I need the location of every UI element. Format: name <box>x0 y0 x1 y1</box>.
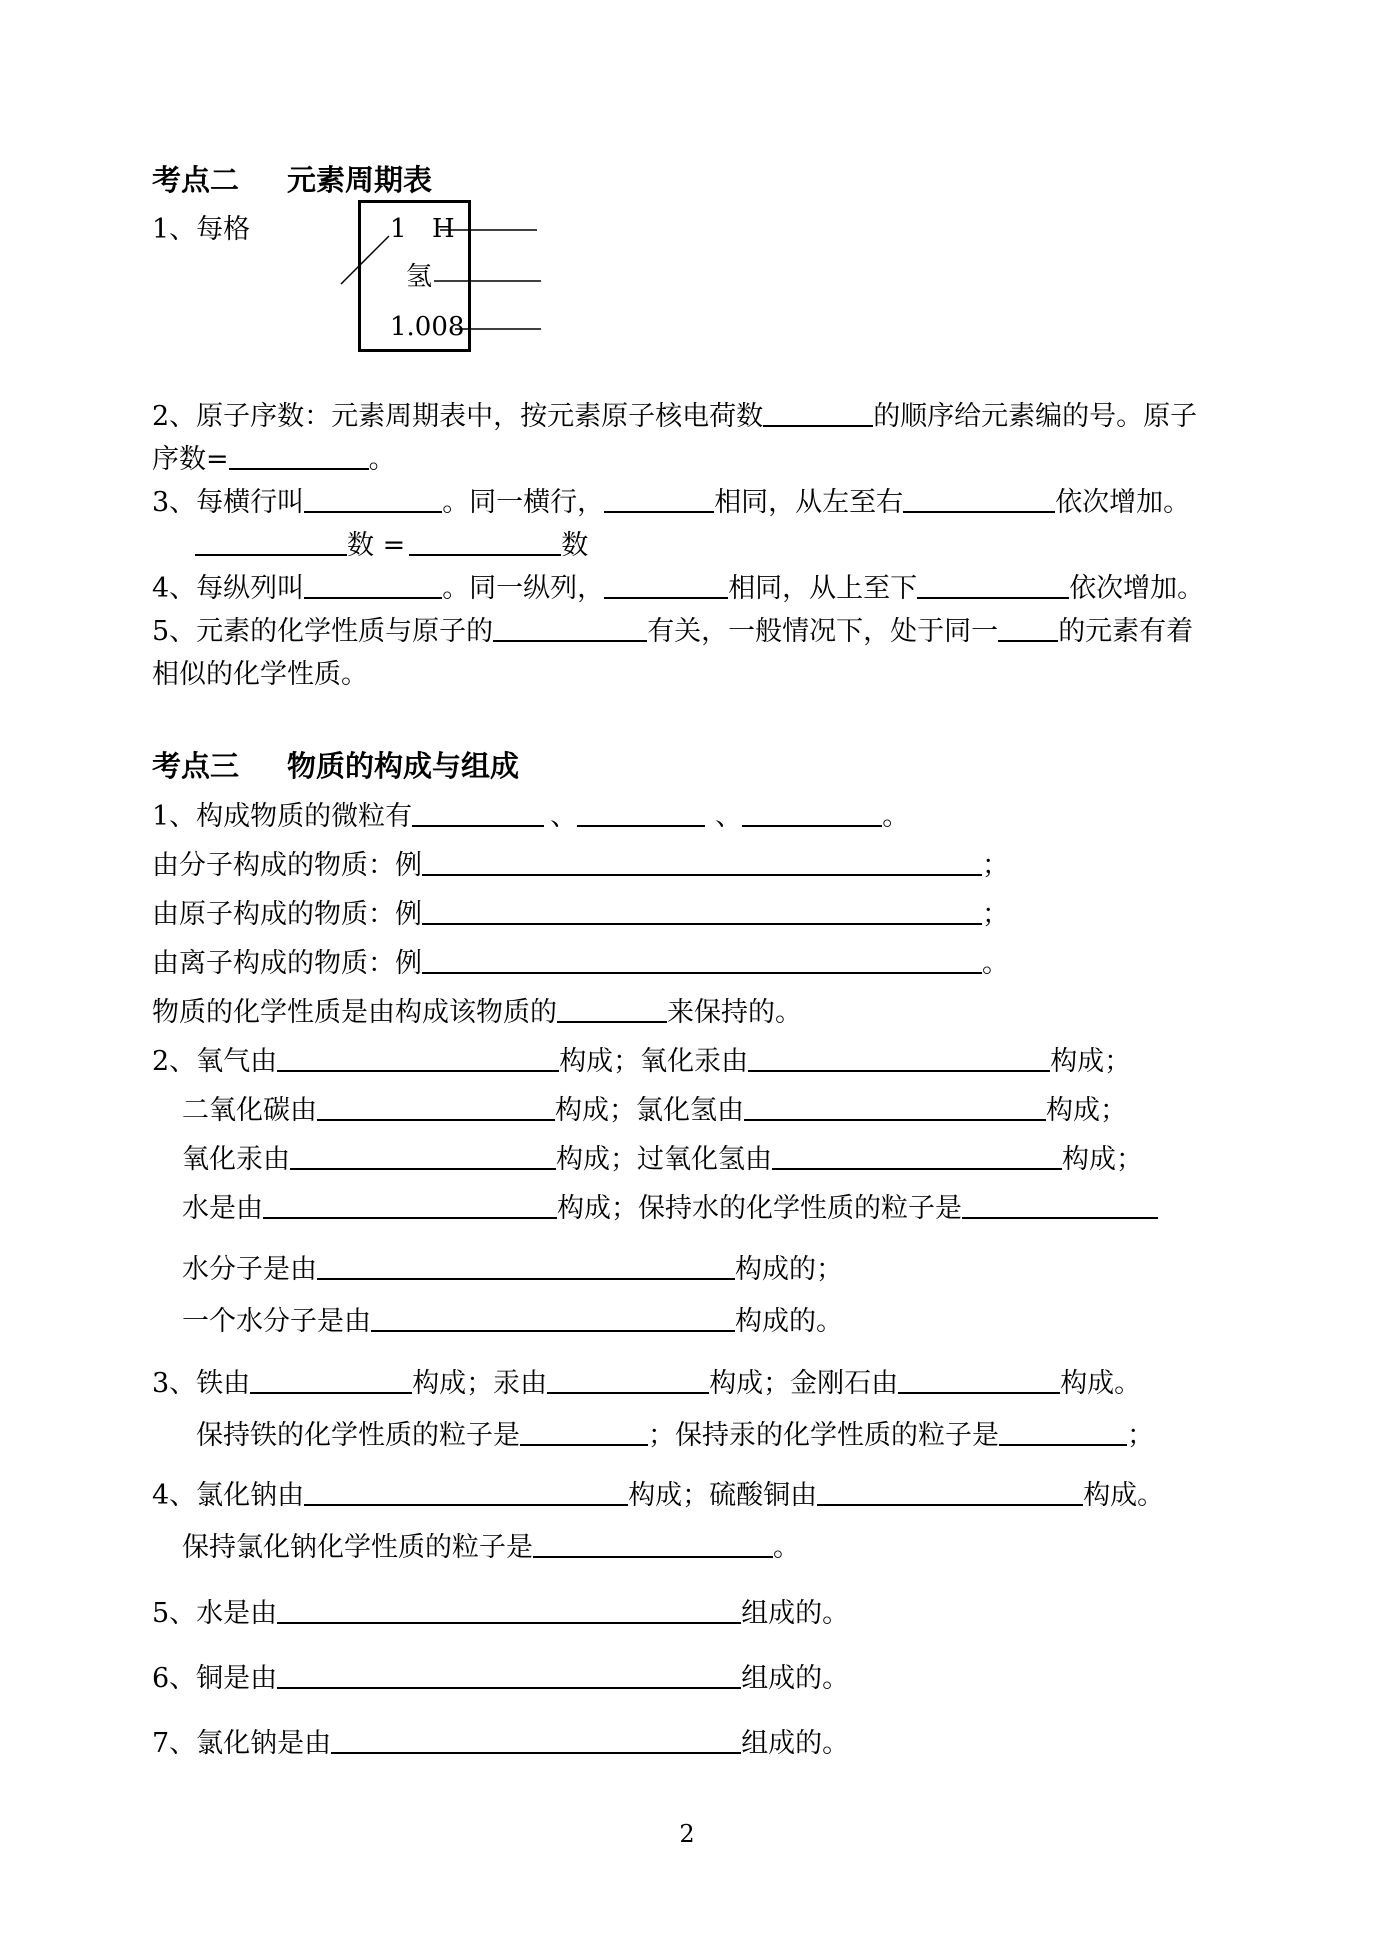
chemical-property-line: 物质的化学性质是由构成该物质的 来保持的。 <box>152 993 802 1033</box>
question-3-2-f: 一个水分子是由 构成的。 <box>182 1302 843 1342</box>
answer-blank[interactable] <box>412 797 544 827</box>
answer-blank[interactable] <box>229 440 369 470</box>
answer-blank[interactable] <box>422 944 982 974</box>
answer-blank[interactable] <box>304 1476 628 1506</box>
question-3-3-b: 保持铁的化学性质的粒子是 ；保持汞的化学性质的粒子是 ； <box>196 1416 1154 1456</box>
answer-blank[interactable] <box>962 1189 1158 1219</box>
question-3-4: 4、氯化钠由 构成；硫酸铜由 构成。 <box>152 1476 1164 1516</box>
question-3-2-d: 水是由 构成；保持水的化学性质的粒子是 <box>182 1189 1158 1229</box>
question-3-3: 3、铁由 构成；汞由 构成；金刚石由 构成。 <box>152 1364 1141 1404</box>
question-label: 1、每格 <box>152 214 251 245</box>
answer-blank[interactable] <box>317 1250 735 1280</box>
answer-blank[interactable] <box>998 612 1058 642</box>
answer-blank[interactable] <box>817 1476 1083 1506</box>
answer-blank[interactable] <box>763 397 873 427</box>
answer-blank[interactable] <box>331 1724 741 1754</box>
answer-blank[interactable] <box>263 1189 557 1219</box>
answer-blank[interactable] <box>277 1659 741 1689</box>
question-3-2: 2、氧气由 构成；氧化汞由 构成； <box>152 1042 1131 1082</box>
answer-blank[interactable] <box>557 993 667 1023</box>
answer-blank[interactable] <box>277 1042 559 1072</box>
answer-blank[interactable] <box>422 895 982 925</box>
answer-blank[interactable] <box>903 483 1055 513</box>
question-2-5-cont: 相似的化学性质。 <box>152 659 368 690</box>
heading-title: 物质的构成与组成 <box>287 749 520 783</box>
question-3-1: 1、构成物质的微粒有 、 、 。 <box>152 797 909 837</box>
ion-examples: 由离子构成的物质：例 。 <box>152 944 1009 984</box>
heading-title: 元素周期表 <box>287 163 433 197</box>
question-3-2-e: 水分子是由 构成的； <box>182 1250 843 1290</box>
question-3-2-b: 二氧化碳由 构成；氯化氢由 构成； <box>182 1091 1127 1131</box>
cell-name: 氢 <box>406 262 433 292</box>
answer-blank[interactable] <box>744 1091 1046 1121</box>
answer-blank[interactable] <box>409 526 561 556</box>
question-3-7: 7、氯化钠是由 组成的。 <box>152 1724 849 1764</box>
answer-blank[interactable] <box>520 1416 648 1446</box>
answer-blank[interactable] <box>917 569 1069 599</box>
molecule-examples: 由分子构成的物质：例 ； <box>152 846 1009 886</box>
answer-blank[interactable] <box>250 1364 412 1394</box>
cell-symbol: H <box>432 214 455 244</box>
question-3-2-c: 氧化汞由 构成；过氧化氢由 构成； <box>182 1140 1143 1180</box>
answer-blank[interactable] <box>604 483 714 513</box>
answer-blank[interactable] <box>742 797 882 827</box>
answer-blank[interactable] <box>290 1140 556 1170</box>
cell-number: 1 <box>390 214 407 244</box>
page-number: 2 <box>679 1820 695 1848</box>
answer-blank[interactable] <box>577 797 705 827</box>
question-3-5: 5、水是由 组成的。 <box>152 1594 849 1634</box>
answer-blank[interactable] <box>317 1091 555 1121</box>
atom-examples: 由原子构成的物质：例 ； <box>152 895 1009 935</box>
answer-blank[interactable] <box>493 612 647 642</box>
answer-blank[interactable] <box>371 1302 735 1332</box>
question-2-4: 4、每纵列叫 。同一纵列， 相同，从上至下 依次增加。 <box>152 569 1204 609</box>
answer-blank[interactable] <box>547 1364 709 1394</box>
question-3-4-b: 保持氯化钠化学性质的粒子是 。 <box>182 1528 800 1568</box>
question-2-5: 5、元素的化学性质与原子的 有关，一般情况下，处于同一 的元素有着 <box>152 612 1193 652</box>
answer-blank[interactable] <box>304 569 442 599</box>
answer-blank[interactable] <box>772 1140 1062 1170</box>
answer-blank[interactable] <box>422 846 982 876</box>
answer-blank[interactable] <box>604 569 728 599</box>
answer-blank[interactable] <box>533 1528 773 1558</box>
answer-blank[interactable] <box>304 483 442 513</box>
section-heading-3 <box>152 746 519 786</box>
answer-blank[interactable] <box>999 1416 1127 1446</box>
question-2-2: 2、原子序数：元素周期表中，按元素原子核电荷数 的顺序给元素编的号。原子 <box>152 397 1197 437</box>
question-2-3: 3、每横行叫 。同一横行， 相同，从左至右 依次增加。 <box>152 483 1190 523</box>
question-2-3-cont: 数 = 数 <box>195 526 588 566</box>
cell-mass: 1.008 <box>390 312 465 342</box>
question-2-2-cont: 序数= 。 <box>152 440 396 480</box>
answer-blank[interactable] <box>898 1364 1060 1394</box>
heading-number: 考点二 <box>152 163 240 197</box>
answer-blank[interactable] <box>195 526 347 556</box>
answer-blank[interactable] <box>748 1042 1050 1072</box>
answer-blank[interactable] <box>277 1594 741 1624</box>
heading-number: 考点三 <box>152 749 240 783</box>
question-3-6: 6、铜是由 组成的。 <box>152 1659 849 1699</box>
